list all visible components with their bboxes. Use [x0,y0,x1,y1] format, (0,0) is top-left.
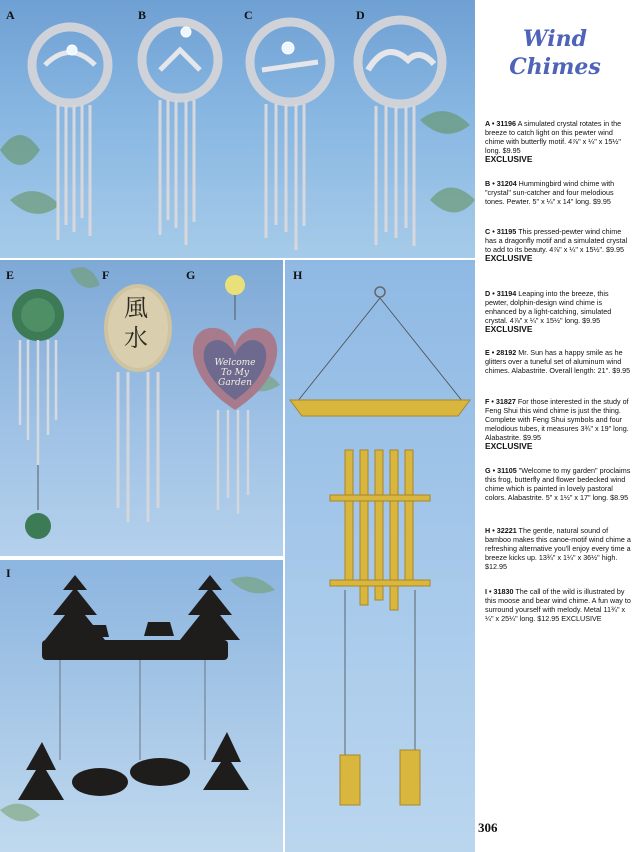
label-c: C [244,8,253,22]
entry-i-code: I • 31830 [485,587,514,596]
entry-h [485,526,631,571]
chime-c [250,22,330,250]
chime-h [290,400,470,805]
entry-i [485,587,631,623]
entry-d-code: D • 31194 [485,289,517,298]
chime-e [12,289,64,539]
entry-g-text: "Welcome to my garden" proclaims this frog, butterfly and flower bedecked wind chime which is painted in lovely pastoral colors. Alabastrite. 5" x 1½" x 17" long. $8.95 [485,466,631,502]
photo-pewter-chimes [0,0,475,258]
entry-a-exclusive: EXCLUSIVE [485,154,533,164]
chime-d [358,20,442,246]
label-e: E [6,268,15,282]
label-g: G [186,268,196,282]
plaque-line-1: Welcome [214,358,256,368]
photo-alabastrite-chimes [0,260,283,556]
entry-i-text: The call of the wild is illustrated by this moose and bear wind chime. A fun way to surround yourself with melody. Metal 11¾" x ¼" x 25¼" long. $12.95 EXCLUSIVE [485,587,631,623]
entry-b-code: B • 31204 [485,179,517,188]
entry-c-text: This pressed-pewter wind chime has a dragonfly motif and a simulated crystal to add to its beauty. 4⅞" x ¼" x 15½". $9.95 [485,227,628,254]
entry-c [485,227,631,263]
plaque-line-2: To My [221,368,249,378]
entry-d [485,289,631,334]
entry-e-text: Mr. Sun has a happy smile as he glitters over a tuneful set of aluminum wind chimes. Alabastrite. Overall length: 21". $9.95 [485,348,631,375]
entry-d-text: Leaping into the breeze, this pewter, dolphin-design wind chime is enhanced by a light-catching, simulated crystal. 4⅞" x ¼" x 15½" long. $9.95 [485,289,612,325]
title-line-2: Chimes [509,54,601,80]
label-d: D [356,8,365,22]
entry-e-code: E • 28192 [485,348,517,357]
entry-e [485,348,631,375]
label-b: B [138,8,147,22]
kanji-1: 風 [124,294,148,322]
label-a: A [6,8,15,22]
moose-bear-illustration [0,560,283,852]
plaque-text [205,358,265,388]
entry-f-exclusive: EXCLUSIVE [485,441,533,451]
chime-i [18,575,249,800]
entry-f-code: F • 31827 [485,397,516,406]
entry-d-exclusive: EXCLUSIVE [485,324,533,334]
chime-b [142,22,218,245]
entry-g-code: G • 31105 [485,466,517,475]
pewter-chimes-illustration [0,0,475,258]
entry-b-text: Hummingbird wind chime with "crystal" sun-catcher and four melodious tones. Pewter. 5" x ¼" x 14" long. $9.95 [485,179,615,206]
entry-f [485,397,631,451]
entry-a-code: A • 31196 [485,119,517,128]
entry-g [485,466,631,502]
kanji-2: 水 [124,324,148,352]
bamboo-chime-illustration [285,260,475,852]
plaque-line-3: Garden [218,378,252,388]
title-line-1: Wind [522,26,588,52]
entry-h-text: The gentle, natural sound of bamboo makes this canoe-motif wind chime a refreshing alternative you'll enjoy every time a breeze kicks up. 13¾" x 1¼" x 36½" high. $12.95 [485,526,631,571]
entry-c-code: C • 31195 [485,227,517,236]
page-number: 306 [478,820,498,835]
entry-c-exclusive: EXCLUSIVE [485,253,533,263]
entry-h-code: H • 32221 [485,526,517,535]
label-f: F [102,268,110,282]
entry-f-text: For those interested in the study of Feng Shui this wind chime is just the thing. Complete with Feng Shui symbols and four melodious tubes, it measures 3¾" x 19" long. Alabastrite. $9.95 [485,397,629,442]
entry-b [485,179,631,206]
entry-a [485,119,631,164]
photo-bamboo-chime [285,260,475,852]
chime-g [193,275,277,514]
label-h: H [293,268,303,282]
entry-a-text: A simulated crystal rotates in the breeze to catch light on this pewter wind chime with butterfly motif. 4⅞" x ¼" x 15½" long. $9.95 [485,119,622,155]
photo-moose-bear-chime [0,560,283,852]
label-i: I [6,566,11,580]
